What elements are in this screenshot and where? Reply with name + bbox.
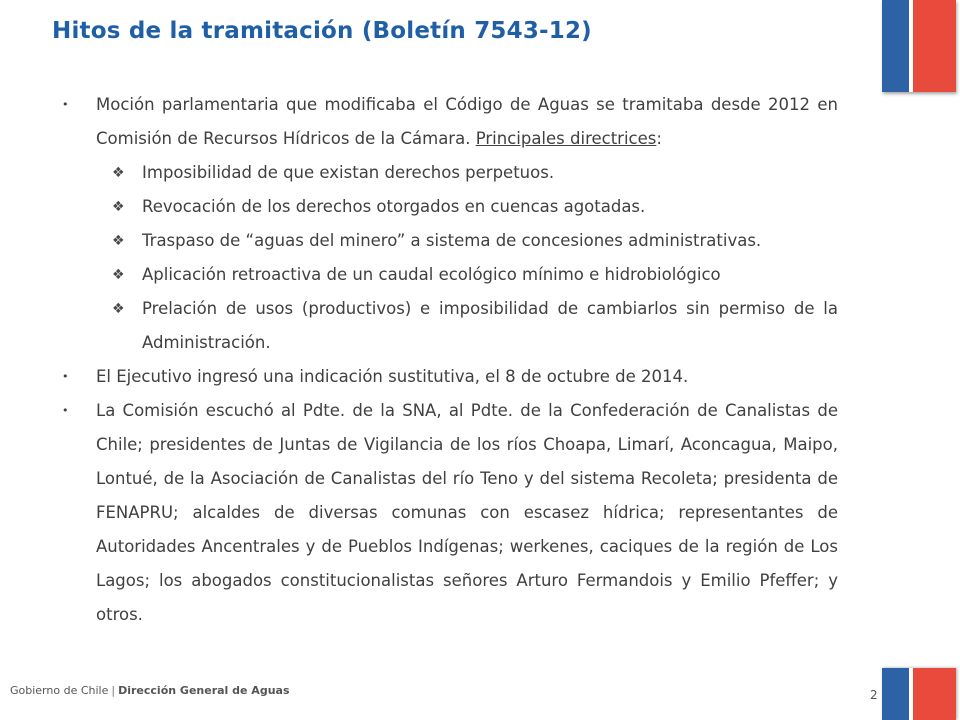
- sub-item-1: [62, 156, 838, 190]
- diamond-ornament-icon: ❖: [112, 267, 125, 283]
- bullet-item-2: [62, 360, 838, 394]
- flag-logo-bottom: [882, 668, 956, 720]
- bullet-1-underlined-text: Principales directrices: [475, 129, 657, 148]
- bullet-dot: •: [62, 404, 69, 417]
- bullet-item-1: [62, 88, 838, 156]
- bullet-2-text: El Ejecutivo ingresó una indicación sustitutiva, el 8 de octubre de 2014.: [96, 367, 689, 386]
- flag-blue-stripe: [882, 0, 909, 92]
- diamond-ornament-icon: ❖: [112, 301, 125, 317]
- sub-item-4: [62, 258, 838, 292]
- slide-body: [62, 88, 838, 632]
- sub-item-2: [62, 190, 838, 224]
- flag-red-stripe: [913, 0, 956, 92]
- bullet-1-suffix: :: [656, 129, 662, 148]
- bullet-dot: •: [62, 370, 69, 383]
- diamond-ornament-icon: ❖: [112, 199, 125, 215]
- sub-item-text: Imposibilidad de que existan derechos perpetuos.: [142, 163, 555, 182]
- diamond-ornament-icon: ❖: [112, 233, 125, 249]
- sub-item-5: [62, 292, 838, 360]
- sub-item-text: Traspaso de “aguas del minero” a sistema de concesiones administrativas.: [142, 231, 762, 250]
- bullet-item-3: [62, 394, 838, 632]
- sub-item-text: Prelación de usos (productivos) e imposibilidad de cambiarlos sin permiso de la Administración.: [142, 299, 838, 352]
- diamond-ornament-icon: ❖: [112, 165, 125, 181]
- footer-separator: |: [111, 684, 116, 697]
- bullet-3-text: La Comisión escuchó al Pdte. de la SNA, al Pdte. de la Confederación de Canalistas de Chile; presidentes de Juntas de Vigilancia de los ríos Choapa, Limarí, Aconcagua, Maipo, Lontué, de la Asociación de Canalistas del río Teno y del sistema Recoleta; presidenta de FENAPRU; alcaldes de diversas comunas con escasez hídrica; representantes de Autoridades Ancentrales y de Pueblos Indígenas; werkenes, caciques de la región de Los Lagos; los abogados constitucionalistas señores Arturo Fermandois y Emilio Pfeffer; y otros.: [96, 401, 838, 624]
- footer: [10, 684, 290, 697]
- bullet-1-text: Moción parlamentaria que modificaba el Código de Aguas se tramitaba desde 2012 en Comisión de Recursos Hídricos de la Cámara.: [96, 95, 838, 148]
- sub-item-3: [62, 224, 838, 258]
- slide-title: Hitos de la tramitación (Boletín 7543-12): [52, 18, 592, 44]
- sub-item-text: Aplicación retroactiva de un caudal ecológico mínimo e hidrobiológico: [142, 265, 721, 284]
- bullet-dot: •: [62, 98, 69, 111]
- page-number: 2: [870, 688, 878, 702]
- footer-dept: Dirección General de Aguas: [118, 684, 290, 697]
- flag-blue-stripe: [882, 668, 909, 720]
- sub-item-text: Revocación de los derechos otorgados en cuencas agotadas.: [142, 197, 646, 216]
- flag-red-stripe: [913, 668, 956, 720]
- footer-org: Gobierno de Chile: [10, 684, 109, 697]
- flag-logo-top: [882, 0, 956, 92]
